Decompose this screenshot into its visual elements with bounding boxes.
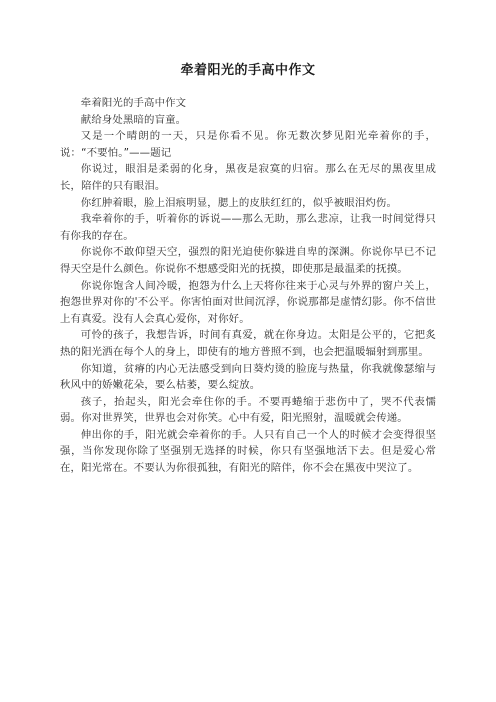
document-page	[60, 62, 436, 477]
paragraph: 我牵着你的手，听着你的诉说——那么无助，那么悲凉，让我一时间觉得只有你我的存在。	[60, 213, 436, 242]
paragraph: 伸出你的手，阳光就会牵着你的手。人只有自己一个人的时候才会变得很坚强，当你发现你除了坚强别无选择的时候，你只有坚强地活下去。但是爱心常在，阳光常在。不要认为你很孤独，有阳光的陪伴，你不会在黑夜中哭泣了。	[60, 428, 436, 475]
paragraph: 献给身处黑暗的盲童。	[80, 113, 187, 126]
paragraph: 你知道，贫瘠的内心无法感受到向日葵灼烫的脸庞与热量，你我就像瑟缩与秋风中的娇嫩花朵，要么枯萎，要么绽放。	[60, 362, 436, 392]
paragraph: 可怜的孩子，我想告诉，时间有真爱，就在你身边。太阳是公平的，它把炙热的阳光洒在每个人的身上，即使有的地方普照不到，也会把温暖辐射到那里。	[60, 329, 436, 358]
paragraph: 你说你饱含人间冷暖，抱怨为什么上天将你往来于心灵与外界的窗户关上，抱怨世界对你的'不公平。你害怕面对世间沉浮，你说那都是虚情幻影。你不信世上有真爱。没有人会真心爱你，对你好。	[60, 279, 436, 325]
paragraph: 你红肿着眼，脸上泪痕明显，腮上的皮肤红红的，似乎被眼泪灼伤。	[80, 196, 398, 209]
paragraph: 你说过，眼泪是柔弱的化身，黑夜是寂寞的归宿。那么在无尽的黑夜里成长，陪伴的只有眼泪。	[60, 163, 436, 192]
document-body	[60, 95, 436, 477]
paragraph: 牵着阳光的手高中作文	[80, 97, 187, 109]
paragraph: 你说你不敢仰望天空，强烈的阳光迫使你躲进自卑的深渊。你说你早已不记得天空是什么颜色。你说你不想感受阳光的抚摸，即使那是最温柔的抚摸。	[60, 246, 436, 275]
paragraph: 又是一个晴朗的一天，只是你看不见。你无数次梦见阳光牵着你的手，说：“不要怕。”——题记	[60, 130, 436, 159]
paragraph: 孩子，抬起头，阳光会牵住你的手。不要再蜷缩于悲伤中了，哭不代表懦弱。你对世界笑，世界也会对你笑。心中有爱，阳光照射，温暖就会传递。	[60, 395, 436, 425]
document-title: 牵着阳光的手高中作文	[180, 63, 316, 78]
